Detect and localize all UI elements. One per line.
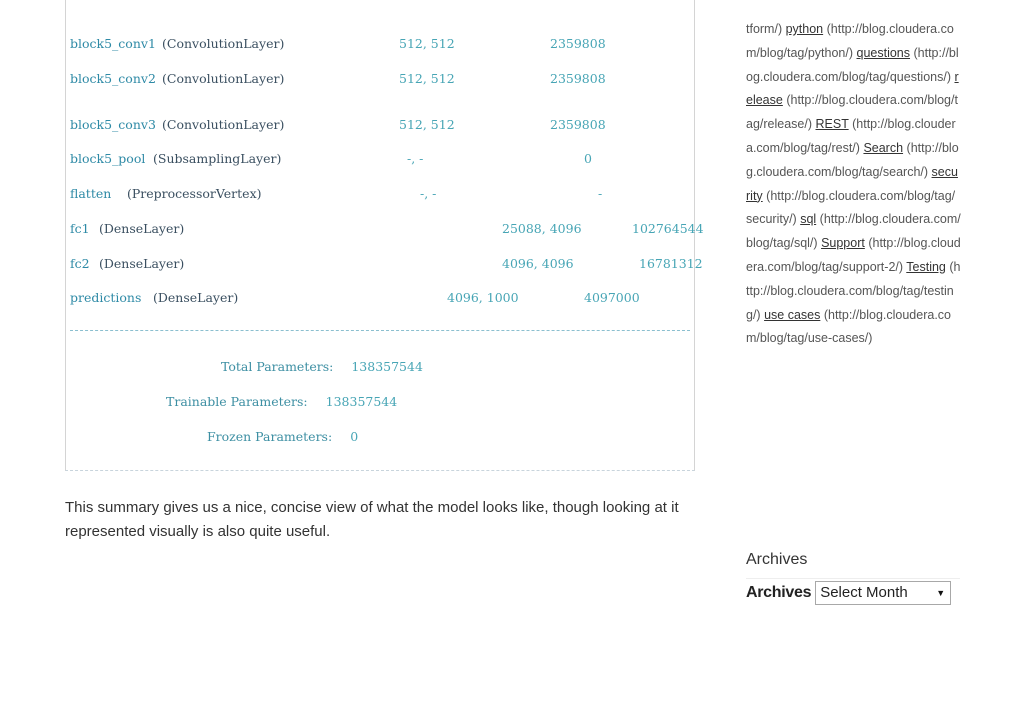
tag-url[interactable]: (http://blog.cloudera.com/blog/tag/search/) <box>746 140 959 179</box>
layer-type: (ConvolutionLayer) <box>162 117 285 132</box>
trainable-parameters-label: Trainable Parameters: <box>166 394 308 409</box>
total-parameters-label: Total Parameters: <box>221 359 334 374</box>
layer-type: (ConvolutionLayer) <box>162 71 285 86</box>
dropdown-arrow-icon: ▼ <box>936 588 946 598</box>
layer-shape: -, - <box>420 186 437 201</box>
layer-shape: 25088, 4096 <box>502 221 582 236</box>
layer-shape: -, - <box>407 151 424 166</box>
tag-url[interactable]: (http://blog.cloudera.com/blog/tag/questions/) <box>746 45 959 84</box>
tag-url[interactable]: (http://blog.cloudera.com/blog/tag/python/) <box>746 22 954 60</box>
frozen-parameters-row <box>207 429 358 444</box>
tag-link-search[interactable]: Search <box>863 140 904 155</box>
layer-row <box>66 151 694 171</box>
layer-name: flatten <box>70 186 112 201</box>
layer-params: 2359808 <box>550 71 606 86</box>
frozen-parameters-label: Frozen Parameters: <box>207 429 333 444</box>
tag-url[interactable]: (http://blog.cloudera.com/blog/tag/testing/) <box>746 259 961 322</box>
layer-type: (DenseLayer) <box>99 221 185 236</box>
layer-shape: 4096, 4096 <box>502 256 574 271</box>
tag-link-security[interactable]: security <box>746 164 958 203</box>
tag-url[interactable]: (http://blog.cloudera.com/blog/tag/use-cases/) <box>746 307 952 346</box>
archives-label: Archives <box>746 584 812 601</box>
tag-cloud <box>746 18 961 351</box>
layer-params: 2359808 <box>550 36 606 51</box>
tag-link-support[interactable]: Support <box>821 236 865 251</box>
layer-params: - <box>598 186 603 201</box>
layer-row <box>66 290 694 310</box>
layer-name: block5_conv3 <box>70 117 156 132</box>
tag-url[interactable]: tform/) <box>746 22 783 36</box>
layer-row <box>66 117 694 137</box>
layer-row <box>66 71 694 91</box>
layer-row <box>66 36 694 56</box>
code-block-top-edge <box>66 0 694 14</box>
sidebar <box>746 18 961 351</box>
layer-name: predictions <box>70 290 142 305</box>
layer-name: block5_conv1 <box>70 36 156 51</box>
layer-name: fc1 <box>70 221 90 236</box>
tag-link-rest[interactable]: REST <box>815 117 849 132</box>
tag-url[interactable]: (http://blog.cloudera.com/blog/tag/release/) <box>746 93 958 132</box>
tag-link-release[interactable]: release <box>746 69 959 108</box>
tag-link-python[interactable]: python <box>785 22 824 36</box>
layer-name: block5_pool <box>70 151 146 166</box>
layer-params: 102764544 <box>632 221 704 236</box>
layer-params: 16781312 <box>639 256 703 271</box>
summary-divider <box>70 330 690 331</box>
layer-type: (DenseLayer) <box>99 256 185 271</box>
tag-url[interactable]: (http://blog.cloudera.com/blog/tag/support-2/) <box>746 236 961 274</box>
layer-params: 2359808 <box>550 117 606 132</box>
layer-type: (DenseLayer) <box>153 290 239 305</box>
archives-widget-title: Archives <box>746 551 808 568</box>
layer-shape: 512, 512 <box>399 36 455 51</box>
layer-params: 4097000 <box>584 290 640 305</box>
layer-row <box>66 256 703 276</box>
layer-shape: 512, 512 <box>399 117 455 132</box>
layer-name: block5_conv2 <box>70 71 156 86</box>
layer-name: fc2 <box>70 256 90 271</box>
total-parameters-row <box>221 359 423 374</box>
layer-row <box>66 221 704 241</box>
frozen-parameters-value: 0 <box>350 429 359 444</box>
layer-type: (SubsamplingLayer) <box>153 151 282 166</box>
layer-type: (PreprocessorVertex) <box>127 186 262 201</box>
tag-link-use-cases[interactable]: use cases <box>764 307 821 322</box>
tag-link-sql[interactable]: sql <box>800 212 817 227</box>
archives-month-select[interactable] <box>815 581 951 605</box>
model-summary-code-block <box>65 0 704 471</box>
trainable-parameters-value: 138357544 <box>325 394 398 409</box>
tag-url[interactable]: (http://blog.cloudera.com/blog/tag/security/) <box>746 188 956 227</box>
tag-url[interactable]: (http://blog.cloudera.com/blog/tag/sql/) <box>746 212 961 251</box>
layer-shape: 512, 512 <box>399 71 455 86</box>
layer-type: (ConvolutionLayer) <box>162 36 285 51</box>
tag-link-questions[interactable]: questions <box>856 45 911 60</box>
layer-row <box>66 186 694 206</box>
tag-url[interactable]: (http://blog.cloudera.com/blog/tag/rest/) <box>746 117 956 155</box>
trainable-parameters-row <box>166 394 397 409</box>
tag-link-testing[interactable]: Testing <box>906 259 946 274</box>
archives-select-value: Select Month <box>820 584 908 601</box>
archives-widget <box>746 578 960 607</box>
total-parameters-value: 138357544 <box>351 359 423 374</box>
layer-shape: 4096, 1000 <box>447 290 519 305</box>
layer-params: 0 <box>584 151 592 166</box>
summary-paragraph: This summary gives us a nice, concise view of what the model looks like, though looking at it represented visually is also quite useful. <box>65 499 679 540</box>
